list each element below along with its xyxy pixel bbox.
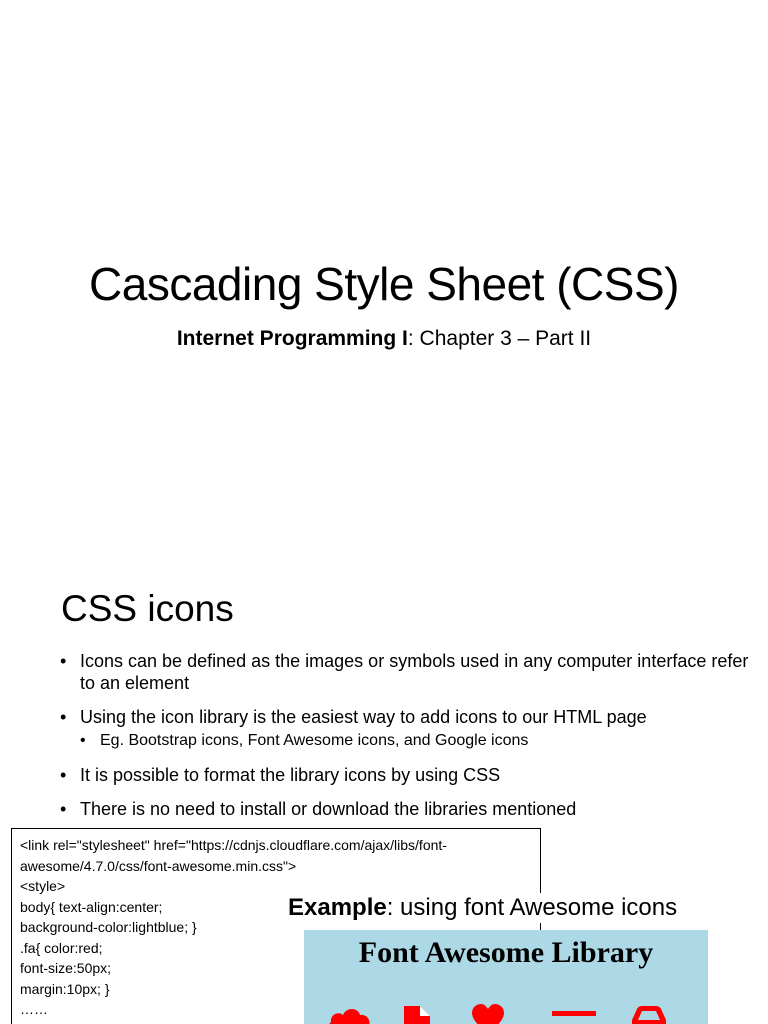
subtitle-chapter: : Chapter 3 – Part II: [407, 327, 592, 350]
code-line: <link rel="stylesheet" href="https://cdnjs.cloudflare.com/ajax/libs/font-: [20, 837, 447, 853]
bullet-dot-icon: •: [60, 651, 67, 671]
code-line: awesome/4.7.0/css/font-awesome.min.css">: [20, 857, 297, 874]
code-line: ……: [20, 1001, 48, 1017]
code-line: background-color:lightblue; }: [20, 919, 197, 935]
bars-icon: [552, 1004, 596, 1024]
bullet-dot-icon: •: [60, 765, 67, 785]
bullet-text: Using the icon library is the easiest way to add icons to our HTML page: [80, 707, 647, 727]
heart-icon: [472, 1004, 504, 1024]
bullet-text: Eg. Bootstrap icons, Font Awesome icons, and Google icons: [100, 732, 529, 749]
example-caption: [288, 893, 681, 923]
cloud-icon: [326, 1004, 372, 1024]
slide-title: Cascading Style Sheet (CSS): [89, 258, 679, 310]
subtitle-course: Internet Programming I: [176, 327, 408, 350]
sub-bullet-item: [60, 730, 750, 752]
bullet-dot-icon: •: [60, 707, 67, 727]
section-heading: CSS icons: [61, 588, 234, 629]
file-icon: [402, 1004, 432, 1024]
bullet-item: [60, 764, 750, 786]
example-label: Example: [288, 894, 387, 921]
example-description: : using font Awesome icons: [386, 894, 678, 921]
bullet-list: [60, 650, 750, 832]
bullet-text: Icons can be defined as the images or symbols used in any computer interface refer to an element: [80, 651, 749, 693]
bullet-text: There is no need to install or download the libraries mentioned: [80, 799, 577, 819]
code-line: margin:10px; }: [20, 980, 110, 997]
code-line: .fa{ color:red;: [20, 939, 103, 956]
example-preview: [304, 930, 708, 1024]
preview-title: Font Awesome Library: [358, 936, 654, 969]
bullet-text: It is possible to format the library icons by using CSS: [80, 765, 501, 785]
preview-icon-row: [324, 1004, 694, 1024]
bullet-dot-icon: •: [60, 799, 67, 819]
car-icon: [624, 1004, 674, 1024]
code-line: font-size:50px;: [20, 960, 112, 976]
bullet-item: [60, 706, 750, 728]
slide-subtitle: [0, 325, 768, 353]
bullet-item: [60, 798, 750, 820]
code-line: body{ text-align:center;: [20, 898, 163, 915]
code-line: <style>: [20, 878, 66, 894]
bullet-item: [60, 650, 750, 694]
bullet-dot-icon: •: [80, 732, 86, 749]
